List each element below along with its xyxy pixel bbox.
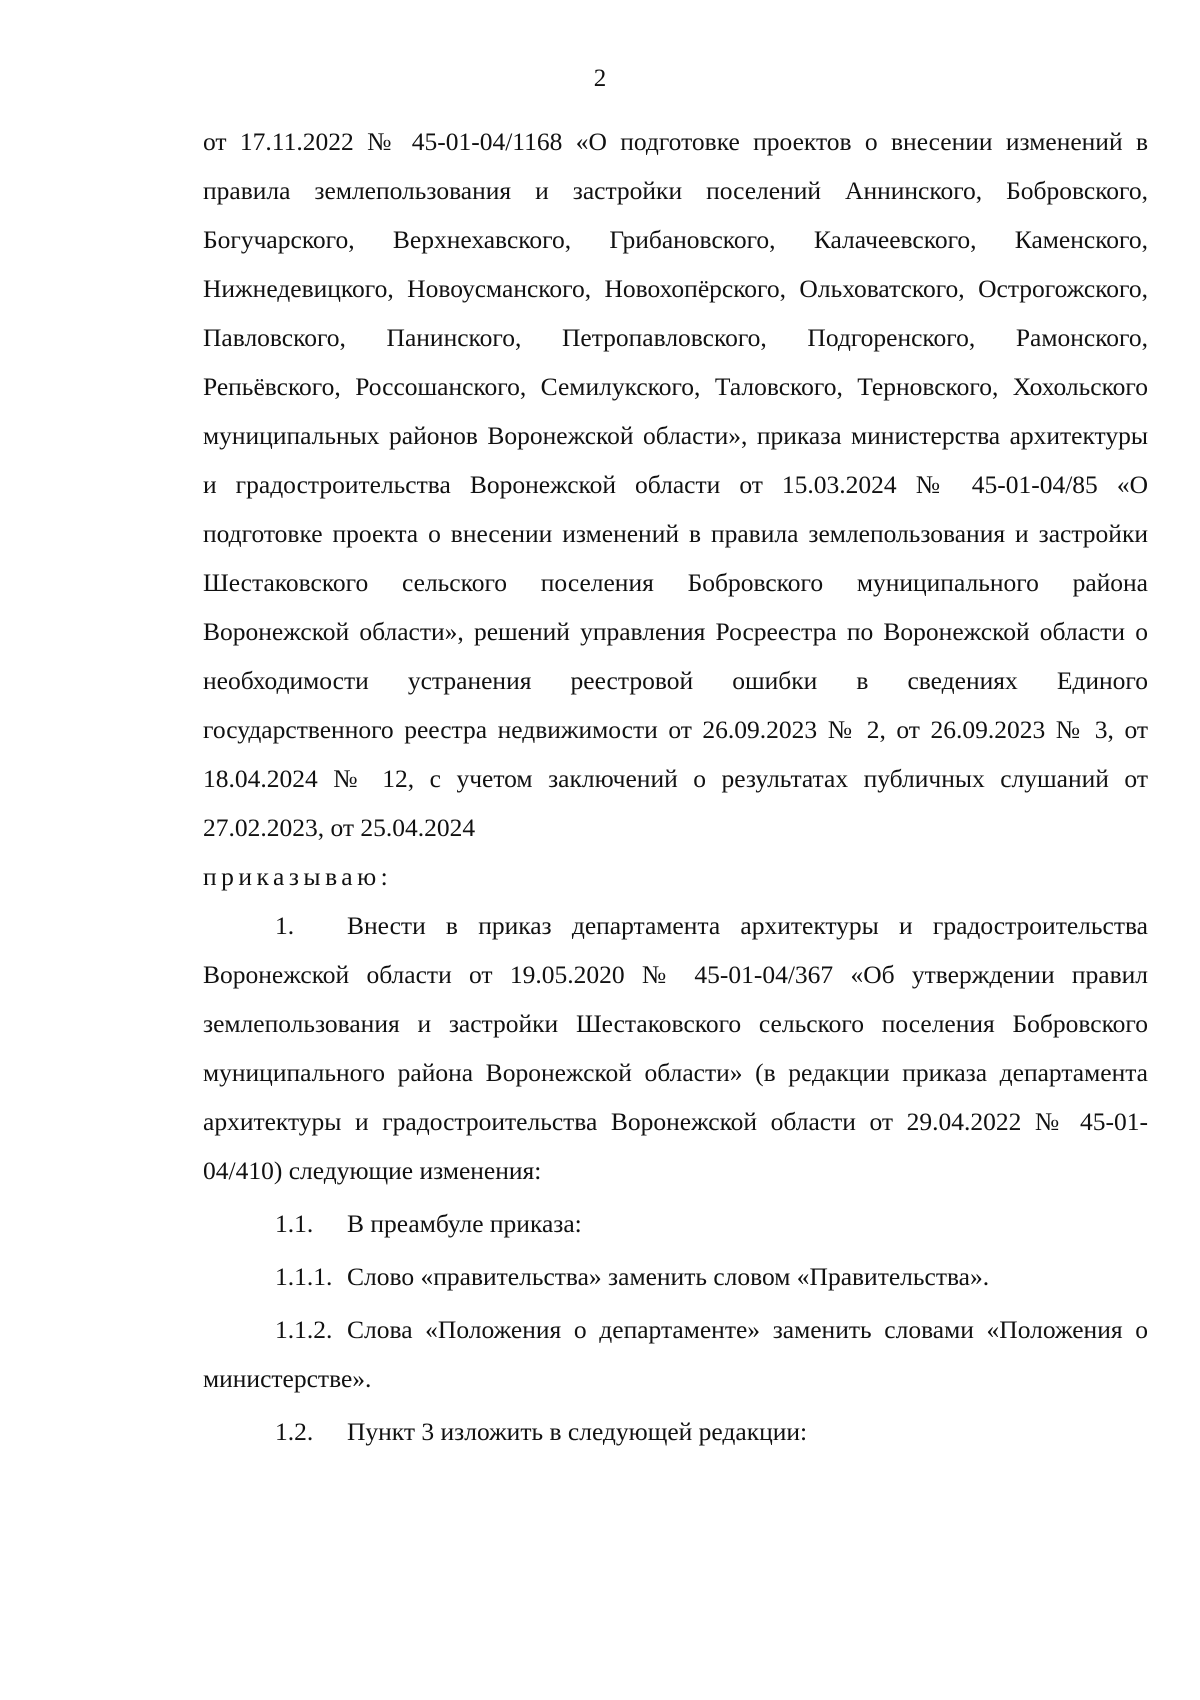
document-body	[203, 117, 1148, 1456]
list-item-1-1-text: В преамбуле приказа:	[347, 1209, 582, 1238]
page-number: 2	[593, 65, 607, 92]
list-item-1-1-2-number: 1.1.2.	[275, 1315, 333, 1344]
list-item-1-1-1	[203, 1252, 1148, 1301]
list-item-1-1-2	[203, 1305, 1148, 1403]
list-item-1-text: Внести в приказ департамента архитектуры и градостроительства Воронежской области от 19.05.2020 № 45-01-04/367 «Об утверждении правил землепользования и застройки Шестаковского сельского поселения Бобровского муниципального района Воронежской области» (в редакции приказа департамента архитектуры и градостроительства Воронежской области от 29.04.2022 № 45-01-04/410) следующие изменения:	[203, 911, 1148, 1185]
list-item-1-2-number: 1.2.	[275, 1417, 314, 1446]
list-item-1-1-1-text: Слово «правительства» заменить словом «Правительства».	[347, 1262, 990, 1291]
paragraph-preamble: от 17.11.2022 № 45-01-04/1168 «О подготовке проектов о внесении изменений в правила землепользования и застройки поселений Аннинского, Бобровского, Богучарского, Верхнехавского, Грибановского, Калачеевского, Каменского, Нижнедевицкого, Новоусманского, Новохопёрского, Ольховатского, Острогожского, Павловского, Панинского, Петропавловского, Подгоренского, Рамонского, Репьёвского, Россошанского, Семилукского, Таловского, Терновского, Хохольского муниципальных районов Воронежской области», приказа министерства архитектуры и градостроительства Воронежской области от 15.03.2024 № 45-01-04/85 «О подготовке проекта о внесении изменений в правила землепользования и застройки Шестаковского сельского поселения Бобровского муниципального района Воронежской области», решений управления Росреестра по Воронежской области о необходимости устранения реестровой ошибки в сведениях Единого государственного реестра недвижимости от 26.09.2023 № 2, от 26.09.2023 № 3, от 18.04.2024 № 12, с учетом заключений о результатах публичных слушаний от 27.02.2023, от 25.04.2024	[203, 127, 1148, 842]
list-item-1-1	[203, 1199, 1148, 1248]
list-item-1-number: 1.	[275, 911, 295, 940]
list-item-1-1-number: 1.1.	[275, 1209, 314, 1238]
order-word: приказываю:	[203, 862, 393, 891]
list-item-1-1-1-number: 1.1.1.	[275, 1262, 333, 1291]
list-item-1-2	[203, 1407, 1148, 1456]
list-item-1-1-2-text: Слова «Положения о департаменте» заменить словами «Положения о министерстве».	[203, 1315, 1148, 1393]
list-item-1	[203, 901, 1148, 1195]
list-item-1-2-text: Пункт 3 изложить в следующей редакции:	[347, 1417, 808, 1446]
